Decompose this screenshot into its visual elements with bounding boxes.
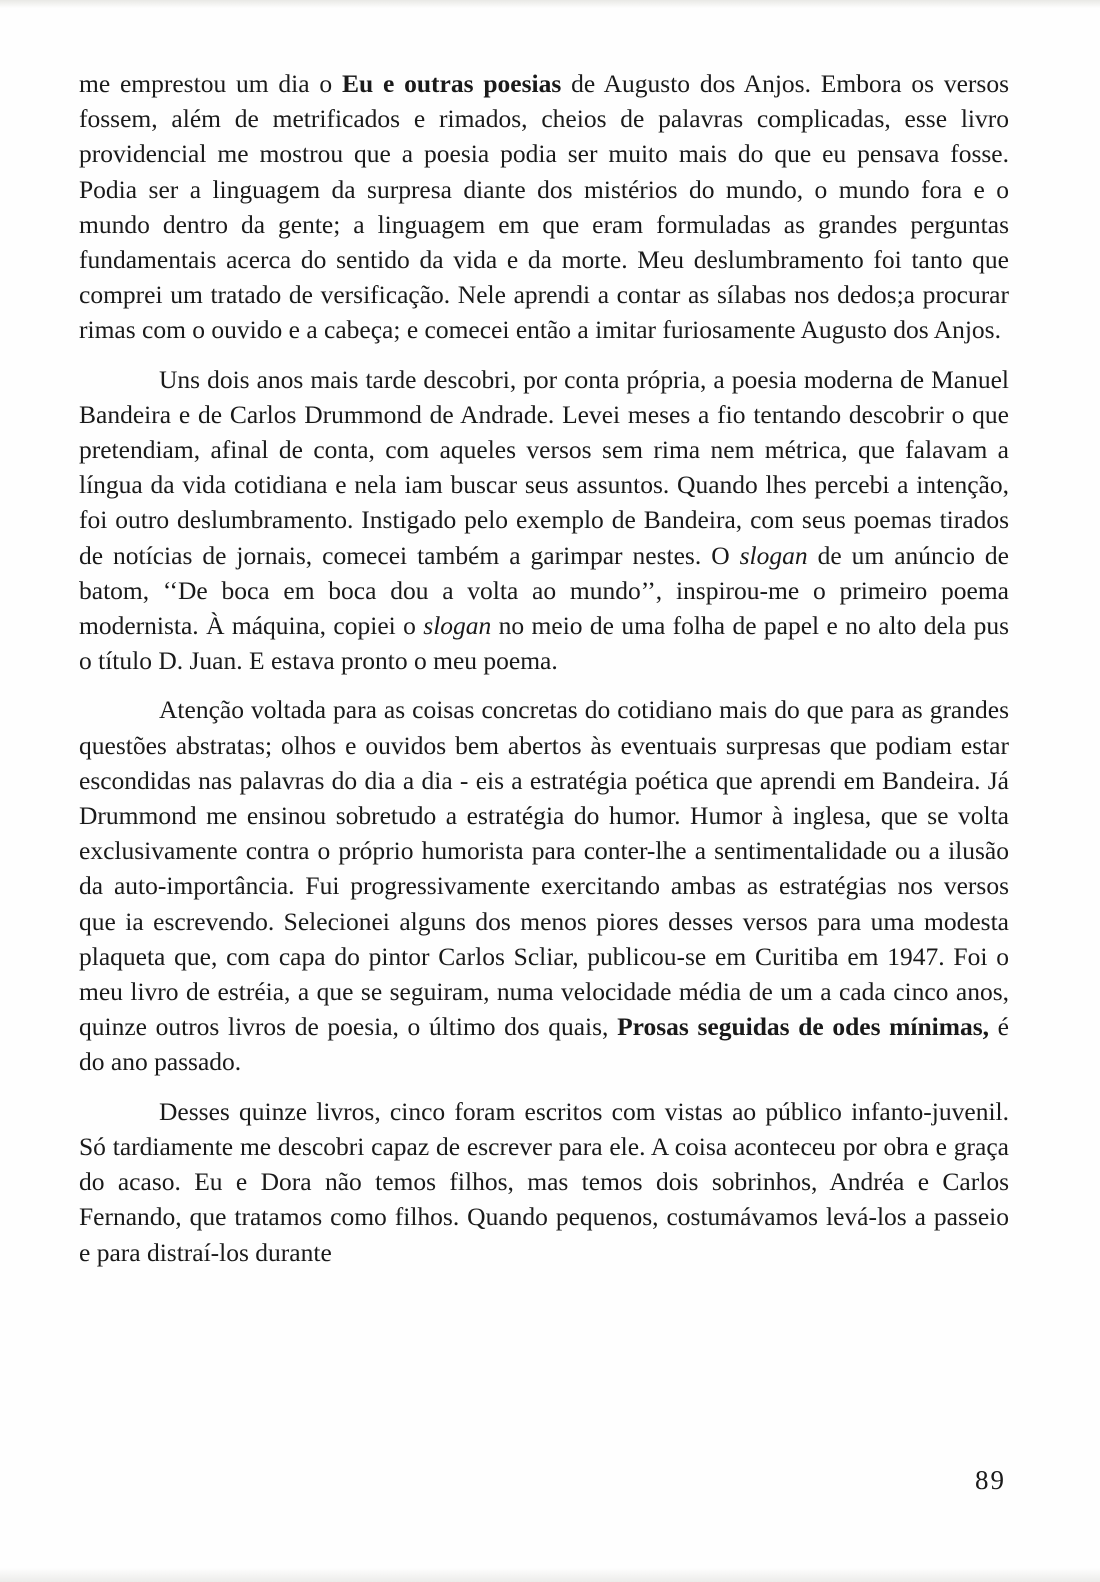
paragraph-1 bbox=[79, 66, 1009, 348]
book-title-eu-e-outras-poesias: Eu e outras poesias bbox=[341, 69, 562, 98]
page-top-edge bbox=[0, 0, 1100, 8]
paragraph-2-run-3: de um anúncio de batom, ‘‘De boca em boca dou a volta ao mundo’’, inspirou-me o primeiro poema modernista. À máquina, copiei o bbox=[79, 540, 1009, 641]
book-title-prosas-seguidas: Prosas seguidas de odes mínimas, bbox=[617, 1012, 990, 1042]
paragraph-2 bbox=[79, 362, 1009, 679]
paragraph-3-run-1: Atenção voltada para as coisas concretas do cotidiano mais do que para as grandes questões abstratas; olhos e ouvidos bem abertos às eventuais surpresas que podiam estar escondidas nas palavras do dia a dia - eis a estratégia poética que aprendi em Bandeira. Já Drummond me ensinou sobretudo a estratégia do humor. Humor à inglesa, que se volta exclusivamente contra o próprio humorista para conter-lhe a sentimentalidade ou a ilusão da auto-importância. Fui progressivamente exercitando ambas as estratégias nos versos que ia escrevendo. Selecionei alguns dos menos piores desses versos para uma modesta plaqueta que, com capa do pintor Carlos Scliar, publicou-se em Curitiba em 1947. Foi o meu livro de estréia, a que se seguiram, numa velocidade média de um a cada cinco anos, quinze outros livros de poesia, o último dos quais, bbox=[79, 695, 1009, 1042]
paragraph-2-run-5: no meio de uma folha de papel e no alto dela pus o título D. Juan. E estava pronto o meu poema. bbox=[79, 611, 1009, 676]
page-number: 89 bbox=[975, 1465, 1006, 1495]
italic-term-slogan: slogan bbox=[739, 540, 808, 570]
paragraph-4 bbox=[79, 1094, 1009, 1270]
paragraph-2-run-1: Uns dois anos mais tarde descobri, por conta própria, a poesia moderna de Manuel Bandeira e de Carlos Drummond de Andrade. Levei meses a fio tentando descobrir o que pretendiam, afinal de conta, com aqueles versos sem rima nem métrica, que falavam a língua da vida cotidiana e nela iam buscar seus assuntos. Quando lhes percebi a intenção, foi outro deslumbramento. Instigado pelo exemplo de Bandeira, com seus poemas tirados de notícias de jornais, comecei também a garimpar nestes. O bbox=[79, 364, 1009, 570]
italic-term-slogan: slogan bbox=[423, 611, 492, 641]
paragraph-3 bbox=[79, 692, 1009, 1079]
paragraph-3-run-3: é do ano passado. bbox=[79, 1012, 1009, 1077]
body-text bbox=[79, 66, 1009, 1284]
page-bottom-edge bbox=[0, 1568, 1100, 1582]
paragraph-1-run-1: me emprestou um dia o bbox=[79, 69, 342, 98]
paragraph-4-run-1: Desses quinze livros, cinco foram escritos com vistas ao público infanto-juvenil. Só tardiamente me descobri capaz de escrever para ele. A coisa aconteceu por obra e graça do acaso. Eu e Dora não temos filhos, mas temos dois sobrinhos, Andréa e Carlos Fernando, que tratamos como filhos. Quando pequenos, costumávamos levá-los a passeio e para distraí-los durante bbox=[79, 1096, 1009, 1267]
paragraph-1-run-3: de Augusto dos Anjos. Embora os versos fossem, além de metrificados e rimados, cheios de palavras complicadas, esse livro providencial me mostrou que a poesia podia ser muito mais do que eu pensava fosse. Podia ser a linguagem da surpresa diante dos mistérios do mundo, o mundo fora e o mundo dentro da gente; a linguagem em que eram formuladas as grandes perguntas fundamentais acerca do sentido da vida e da morte. Meu deslumbramento foi tanto que comprei um tratado de versificação. Nele aprendi a contar as sílabas nos dedos;a procurar rimas com o ouvido e a cabeça; e comecei então a imitar furiosamente Augusto dos Anjos. bbox=[79, 69, 1009, 345]
